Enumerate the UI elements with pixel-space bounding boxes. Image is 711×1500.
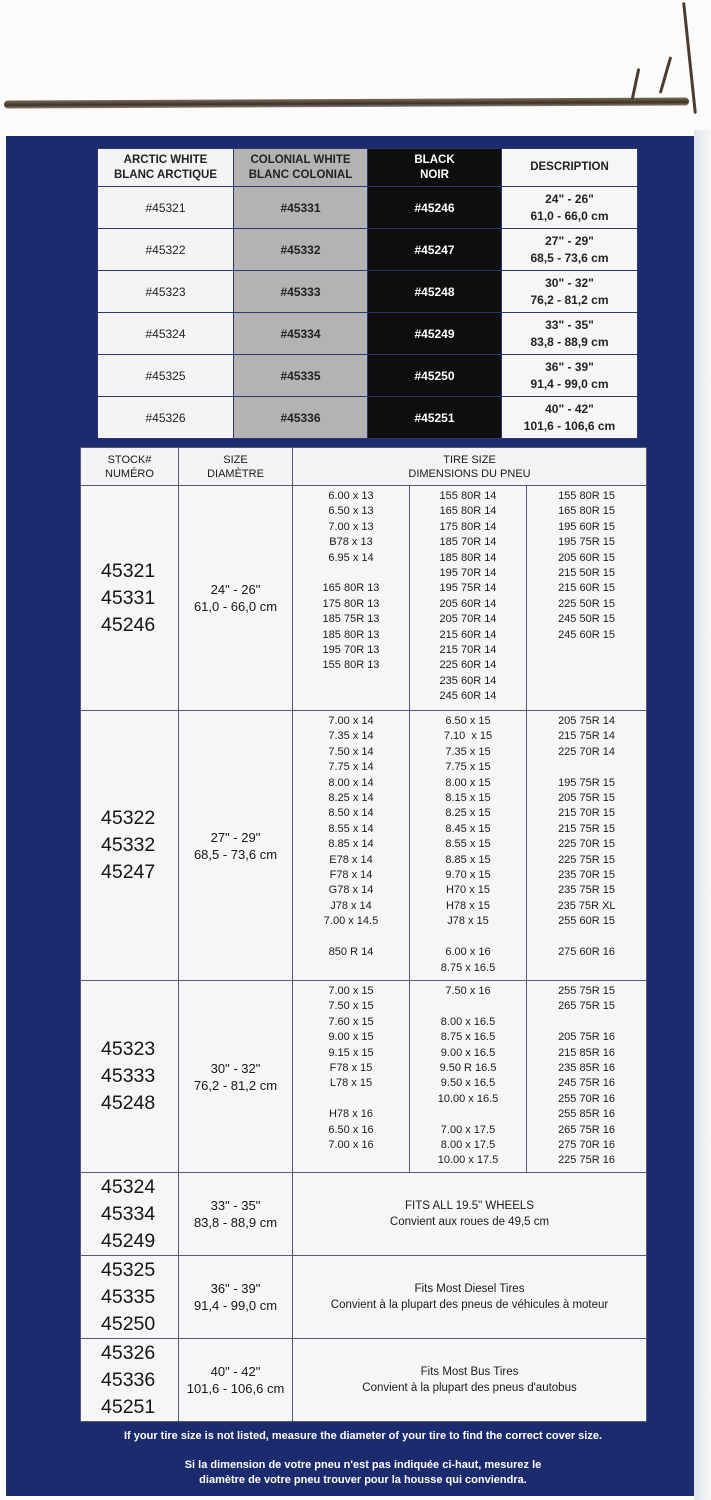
tire-size-list: 205 75R 14 215 75R 14 225 70R 14 195 75R 15 205 75R 15 215 70R 15 215 75R 15 225 70R 15 225 75R 15 235 70R 15 235 75R 15 235 75R XL 255 60R 15 275 60R 16 [527, 711, 647, 981]
size-diameter [179, 486, 293, 711]
size-diameter [179, 1173, 293, 1256]
header-description: DESCRIPTION [502, 149, 638, 187]
size-diameter [179, 1339, 293, 1422]
header-size: SIZE DIAMÈTRE [179, 448, 293, 486]
color-stock-table [97, 148, 638, 439]
colonial-white-stock: #45335 [234, 355, 368, 397]
stock-numbers [81, 711, 179, 981]
fits-french: Convient à la plupart des pneus de véhicules à moteur [330, 1299, 609, 1311]
size-description [502, 313, 638, 355]
size-description [502, 271, 638, 313]
stock-numbers [81, 981, 179, 1173]
color-row [98, 271, 638, 313]
fits-english: Fits Most Bus Tires [420, 1366, 519, 1378]
stock-number: 45334 [101, 1202, 156, 1225]
stock-number: 45326 [101, 1341, 156, 1364]
fits-row [81, 1339, 647, 1422]
tire-size-list: 155 80R 14 165 80R 14 175 80R 14 185 70R 14 185 80R 14 195 70R 14 195 75R 14 205 60R 14 205 70R 14 215 60R 14 215 70R 14 225 60R 14 235 60R 14 245 60R 14 [410, 486, 527, 711]
size-inches: 40" - 42" [210, 1364, 261, 1379]
black-stock: #45250 [368, 355, 502, 397]
size-diameter [179, 1256, 293, 1339]
colonial-white-stock: #45334 [234, 313, 368, 355]
black-stock: #45249 [368, 313, 502, 355]
description-cm: 101,6 - 106,6 cm [523, 418, 616, 433]
black-stock: #45251 [368, 397, 502, 439]
color-header-row [98, 149, 638, 187]
description-inches: 40" - 42" [545, 401, 594, 416]
stock-number: 45321 [101, 559, 156, 582]
description-inches: 24" - 26" [545, 191, 594, 206]
box-edge [694, 130, 711, 1500]
description-inches: 30" - 32" [545, 275, 594, 290]
description-cm: 76,2 - 81,2 cm [530, 292, 609, 307]
stock-number: 45250 [101, 1312, 156, 1335]
size-diameter [179, 711, 293, 981]
fits-french: Convient à la plupart des pneus d'autobus [362, 1382, 577, 1394]
arctic-white-stock: #45326 [98, 397, 234, 439]
colonial-white-stock: #45331 [234, 187, 368, 229]
size-inches: 30" - 32" [210, 1060, 261, 1076]
size-cm: 83,8 - 88,9 cm [193, 1215, 278, 1230]
stock-number: 45322 [101, 807, 156, 829]
fits-english: FITS ALL 19.5" WHEELS [405, 1200, 534, 1212]
fits-english: Fits Most Diesel Tires [414, 1283, 525, 1295]
fits-note [293, 1256, 647, 1339]
colonial-white-stock: #45332 [234, 229, 368, 271]
stock-number: 45336 [101, 1368, 156, 1391]
description-cm: 91,4 - 99,0 cm [530, 376, 609, 391]
fits-row [81, 1173, 647, 1256]
size-description [502, 355, 638, 397]
colonial-white-stock: #45336 [234, 397, 368, 439]
size-inches: 24" - 26" [210, 582, 261, 597]
arctic-white-stock: #45325 [98, 355, 234, 397]
description-inches: 33" - 35" [545, 317, 594, 332]
stock-numbers [81, 486, 179, 711]
tire-size-list: 255 75R 15 265 75R 15 205 75R 16 215 85R 16 235 85R 16 245 75R 16 255 70R 16 255 85R 16 265 75R 16 275 70R 16 225 75R 16 [527, 981, 647, 1173]
color-row [98, 355, 638, 397]
header-tire-size: TIRE SIZE DIMENSIONS DU PNEU [293, 448, 647, 486]
size-description [502, 397, 638, 439]
header-arctic-white: ARCTIC WHITE BLANC ARCTIQUE [98, 149, 234, 187]
description-cm: 68,5 - 73,6 cm [530, 250, 609, 265]
color-row [98, 187, 638, 229]
fits-note [293, 1173, 647, 1256]
description-cm: 83,8 - 88,9 cm [530, 334, 609, 349]
footnote-english: If your tire size is not listed, measure the diameter of your tire to find the correct cover size. [123, 1430, 603, 1442]
black-stock: #45248 [368, 271, 502, 313]
tire-size-list: 7.00 x 14 7.35 x 14 7.50 x 14 7.75 x 14 8.00 x 14 8.25 x 14 8.50 x 14 8.55 x 14 8.85 x 14 E78 x 14 F78 x 14 G78 x 14 J78 x 14 7.00 x 14.5 850 R 14 [293, 711, 410, 981]
stock-number: 45331 [101, 586, 156, 609]
description-inches: 36" - 39" [545, 359, 594, 374]
size-cm: 76,2 - 81,2 cm [193, 1077, 278, 1093]
description-cm: 61,0 - 66,0 cm [530, 208, 609, 223]
size-row [81, 711, 647, 981]
black-stock: #45247 [368, 229, 502, 271]
size-inches: 33" - 35" [210, 1198, 261, 1213]
color-row [98, 229, 638, 271]
header-colonial-white: COLONIAL WHITE BLANC COLONIAL [234, 149, 368, 187]
size-inches: 36" - 39" [210, 1281, 261, 1296]
stock-number: 45247 [101, 861, 156, 883]
black-stock: #45246 [368, 187, 502, 229]
fits-french: Convient aux roues de 49,5 cm [389, 1216, 550, 1228]
size-diameter [179, 981, 293, 1173]
stock-number: 45251 [101, 1395, 156, 1418]
size-cm: 61,0 - 66,0 cm [193, 599, 278, 614]
fits-row [81, 1256, 647, 1339]
size-header-row [81, 448, 647, 486]
stock-number: 45325 [101, 1258, 156, 1281]
arctic-white-stock: #45324 [98, 313, 234, 355]
tire-size-list: 6.00 x 13 6.50 x 13 7.00 x 13 B78 x 13 6.95 x 14 165 80R 13 175 80R 13 185 75R 13 185 80R 13 195 70R 13 155 80R 13 [293, 486, 410, 711]
cardboard-top [0, 0, 711, 140]
arctic-white-stock: #45321 [98, 187, 234, 229]
description-inches: 27" - 29" [545, 233, 594, 248]
tire-size-list: 6.50 x 15 7.10 x 15 7.35 x 15 7.75 x 15 8.00 x 15 8.15 x 15 8.25 x 15 8.45 x 15 8.55 x 15 8.85 x 15 9.70 x 15 H70 x 15 H78 x 15 J78 x 15 6.00 x 16 8.75 x 16.5 [410, 711, 527, 981]
size-cm: 91,4 - 99,0 cm [193, 1298, 278, 1313]
stock-number: 45324 [101, 1175, 156, 1198]
size-description [502, 229, 638, 271]
size-cm: 101,6 - 106,6 cm [186, 1381, 285, 1396]
color-row [98, 397, 638, 439]
arctic-white-stock: #45322 [98, 229, 234, 271]
stock-number: 45246 [101, 613, 156, 636]
stock-numbers [81, 1339, 179, 1422]
size-row [81, 486, 647, 711]
tire-size-list: 155 80R 15 165 80R 15 195 60R 15 195 75R 15 205 60R 15 215 50R 15 215 60R 15 225 50R 15 245 50R 15 245 60R 15 [527, 486, 647, 711]
header-stock: STOCK# NUMÉRO [81, 448, 179, 486]
color-row [98, 313, 638, 355]
size-cm: 68,5 - 73,6 cm [193, 846, 278, 862]
stock-number: 45335 [101, 1285, 156, 1308]
tire-size-list: 7.50 x 16 8.00 x 16.5 8.75 x 16.5 9.00 x 16.5 9.50 R 16.5 9.50 x 16.5 10.00 x 16.5 7.00 x 17.5 8.00 x 17.5 10.00 x 17.5 [410, 981, 527, 1173]
footnote-french: Si la dimension de votre pneu n'est pas indiquée ci-haut, mesurez le diamètre de votre pneu trouver pour la housse qui conviendra. [184, 1459, 542, 1486]
size-inches: 27" - 29" [210, 829, 261, 845]
stock-number: 45248 [101, 1092, 156, 1114]
colonial-white-stock: #45333 [234, 271, 368, 313]
stock-number: 45332 [101, 834, 156, 856]
tire-size-table [80, 447, 647, 1422]
arctic-white-stock: #45323 [98, 271, 234, 313]
size-description [502, 187, 638, 229]
stock-numbers [81, 1256, 179, 1339]
stock-number: 45249 [101, 1229, 156, 1252]
stock-number: 45323 [101, 1038, 156, 1060]
stock-number: 45333 [101, 1065, 156, 1087]
tire-size-list: 7.00 x 15 7.50 x 15 7.60 x 15 9.00 x 15 9.15 x 15 F78 x 15 L78 x 15 H78 x 16 6.50 x 16 7.00 x 16 [293, 981, 410, 1173]
fits-note [293, 1339, 647, 1422]
header-black: BLACK NOIR [368, 149, 502, 187]
size-row [81, 981, 647, 1173]
stock-numbers [81, 1173, 179, 1256]
